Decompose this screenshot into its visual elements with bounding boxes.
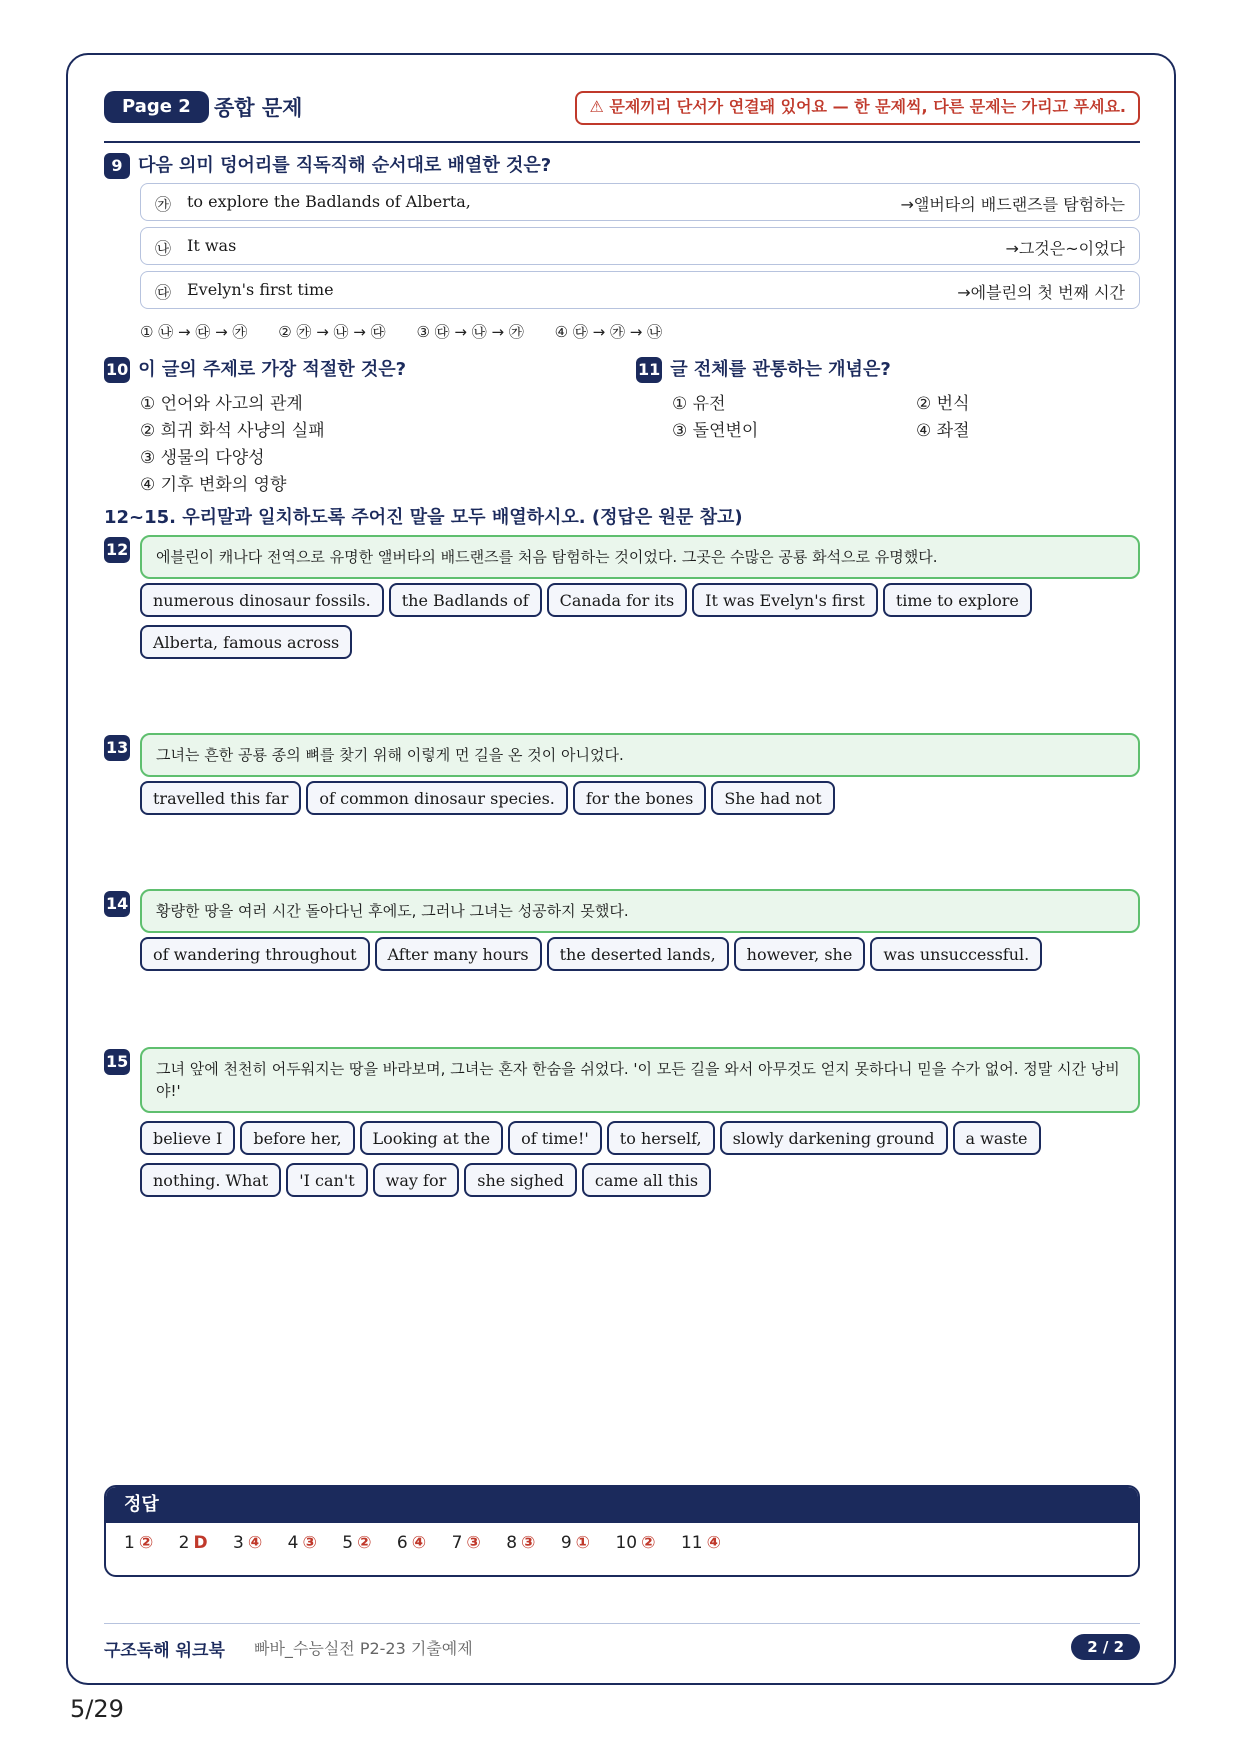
chunk-korean: →에블린의 첫 번째 시간 bbox=[957, 283, 1125, 302]
answer-item: 1 ② bbox=[124, 1533, 154, 1553]
answer-item: 6 ④ bbox=[396, 1533, 427, 1553]
answer-key bbox=[104, 1485, 1140, 1577]
word-tile[interactable]: believe I bbox=[140, 1121, 235, 1155]
question-number: 12 bbox=[104, 537, 130, 563]
word-tile[interactable]: She had not bbox=[711, 781, 834, 815]
warning-badge: ⚠ 문제끼리 단서가 연결돼 있어요 — 한 문제씩, 다른 문제는 가리고 푸세요. bbox=[575, 91, 1140, 125]
option-3[interactable]: ③ ㉰ → ㉯ → ㉮ bbox=[416, 323, 524, 341]
page-footer bbox=[104, 1623, 1140, 1664]
q11-option-3[interactable]: ③ 돌연변이 bbox=[672, 421, 759, 441]
question-12-number bbox=[104, 537, 138, 563]
tiles-14 bbox=[140, 937, 1140, 979]
question-14-number bbox=[104, 891, 138, 917]
q10-option-4[interactable]: ④ 기후 변화의 영향 bbox=[140, 475, 287, 495]
chunk-english: Evelyn's first time bbox=[187, 280, 334, 299]
footer-page-badge: 2 / 2 bbox=[1071, 1634, 1140, 1660]
footer-source: 빠바_수능실전 P2-23 기출예제 bbox=[254, 1639, 473, 1658]
q10-option-2[interactable]: ② 희귀 화석 사냥의 실패 bbox=[140, 421, 325, 441]
answer-item: 7 ③ bbox=[451, 1533, 481, 1553]
question-11 bbox=[636, 355, 891, 383]
question-number: 10 bbox=[104, 357, 130, 383]
footer-brand: 구조독해 워크북 bbox=[104, 1641, 225, 1661]
q11-option-2[interactable]: ② 번식 bbox=[916, 394, 970, 414]
question-9 bbox=[104, 151, 551, 179]
page-title: 종합 문제 bbox=[214, 96, 303, 120]
option-1[interactable]: ① ㉯ → ㉰ → ㉮ bbox=[140, 323, 248, 341]
worksheet-page bbox=[66, 53, 1176, 1685]
question-text: 이 글의 주제로 가장 적절한 것은? bbox=[138, 359, 407, 380]
chunk-ga bbox=[140, 183, 1140, 221]
option-4[interactable]: ④ ㉰ → ㉮ → ㉯ bbox=[554, 323, 663, 341]
word-tile[interactable]: a waste bbox=[953, 1121, 1041, 1155]
word-tile[interactable]: before her, bbox=[240, 1121, 354, 1155]
korean-prompt-15: 그녀 앞에 천천히 어두워지는 땅을 바라보며, 그녀는 혼자 한숨을 쉬었다. '이 모든 길을 와서 아무것도 얻지 못하다니 믿을 수가 없어. 정말 시간 낭비야!' bbox=[140, 1047, 1140, 1113]
question-text: 글 전체를 관통하는 개념은? bbox=[670, 359, 891, 380]
tiles-15 bbox=[140, 1121, 1140, 1205]
page-label: Page 2 bbox=[104, 91, 209, 123]
answer-item: 5 ② bbox=[342, 1533, 372, 1553]
q11-option-1[interactable]: ① 유전 bbox=[672, 394, 726, 414]
answer-list bbox=[106, 1523, 1138, 1563]
question-number: 9 bbox=[104, 153, 130, 179]
answer-item: 3 ④ bbox=[233, 1533, 263, 1553]
chunk-korean: →그것은~이었다 bbox=[1005, 239, 1125, 258]
word-tile[interactable]: of common dinosaur species. bbox=[306, 781, 567, 815]
word-tile[interactable]: the Badlands of bbox=[389, 583, 542, 617]
word-tile[interactable]: of wandering throughout bbox=[140, 937, 370, 971]
word-tile[interactable]: nothing. What bbox=[140, 1163, 281, 1197]
word-tile[interactable]: came all this bbox=[582, 1163, 711, 1197]
word-tile[interactable]: she sighed bbox=[464, 1163, 577, 1197]
word-tile[interactable]: numerous dinosaur fossils. bbox=[140, 583, 384, 617]
section-heading: 12~15. 우리말과 일치하도록 주어진 말을 모두 배열하시오. (정답은 원문 참고) bbox=[104, 507, 743, 528]
word-tile[interactable]: time to explore bbox=[883, 583, 1032, 617]
word-tile[interactable]: was unsuccessful. bbox=[870, 937, 1042, 971]
word-tile[interactable]: for the bones bbox=[573, 781, 706, 815]
answer-key-title: 정답 bbox=[106, 1487, 1138, 1523]
word-tile[interactable]: It was Evelyn's first bbox=[692, 583, 878, 617]
answer-item: 11 ④ bbox=[680, 1533, 721, 1553]
answer-item: 2 D bbox=[178, 1533, 208, 1553]
word-tile[interactable]: the deserted lands, bbox=[547, 937, 729, 971]
word-tile[interactable]: 'I can't bbox=[286, 1163, 367, 1197]
page-header bbox=[104, 91, 1140, 143]
question-number: 11 bbox=[636, 357, 662, 383]
korean-prompt-14: 황량한 땅을 여러 시간 돌아다닌 후에도, 그러나 그녀는 성공하지 못했다. bbox=[140, 889, 1140, 933]
q11-option-4[interactable]: ④ 좌절 bbox=[916, 421, 970, 441]
word-tile[interactable]: Alberta, famous across bbox=[140, 625, 352, 659]
chunk-mark: ㉮ bbox=[155, 195, 172, 214]
question-number: 14 bbox=[104, 891, 130, 917]
tiles-12 bbox=[140, 583, 1140, 667]
chunk-na bbox=[140, 227, 1140, 265]
question-text: 다음 의미 덩어리를 직독직해 순서대로 배열한 것은? bbox=[138, 155, 552, 176]
question-13-number bbox=[104, 735, 138, 761]
chunk-english: to explore the Badlands of Alberta, bbox=[187, 192, 471, 211]
q9-options bbox=[140, 321, 688, 342]
answer-item: 10 ② bbox=[615, 1533, 656, 1553]
word-tile[interactable]: however, she bbox=[734, 937, 866, 971]
q10-option-3[interactable]: ③ 생물의 다양성 bbox=[140, 448, 265, 468]
korean-prompt-12: 에블린이 캐나다 전역으로 유명한 앨버타의 배드랜즈를 처음 탐험하는 것이었다. 그곳은 수많은 공룡 화석으로 유명했다. bbox=[140, 535, 1140, 579]
question-number: 13 bbox=[104, 735, 130, 761]
answer-item: 4 ③ bbox=[287, 1533, 317, 1553]
chunk-english: It was bbox=[187, 236, 237, 255]
question-10 bbox=[104, 355, 406, 383]
question-15-number bbox=[104, 1049, 138, 1075]
answer-item: 8 ③ bbox=[506, 1533, 536, 1553]
word-tile[interactable]: travelled this far bbox=[140, 781, 301, 815]
word-tile[interactable]: way for bbox=[373, 1163, 460, 1197]
word-tile[interactable]: of time!' bbox=[508, 1121, 602, 1155]
tiles-13 bbox=[140, 781, 1140, 823]
word-tile[interactable]: After many hours bbox=[375, 937, 542, 971]
chunk-da bbox=[140, 271, 1140, 309]
chunk-mark: ㉯ bbox=[155, 239, 172, 258]
word-tile[interactable]: Canada for its bbox=[547, 583, 688, 617]
answer-item: 9 ① bbox=[560, 1533, 591, 1553]
word-tile[interactable]: Looking at the bbox=[360, 1121, 504, 1155]
word-tile[interactable]: to herself, bbox=[607, 1121, 715, 1155]
q10-option-1[interactable]: ① 언어와 사고의 관계 bbox=[140, 394, 303, 414]
chunk-mark: ㉰ bbox=[155, 283, 172, 302]
chunk-korean: →앨버타의 배드랜즈를 탐험하는 bbox=[900, 195, 1125, 214]
page-counter: 5/29 bbox=[70, 1695, 124, 1723]
korean-prompt-13: 그녀는 흔한 공룡 종의 뼈를 찾기 위해 이렇게 먼 길을 온 것이 아니었다. bbox=[140, 733, 1140, 777]
option-2[interactable]: ② ㉮ → ㉯ → ㉰ bbox=[278, 323, 386, 341]
word-tile[interactable]: slowly darkening ground bbox=[720, 1121, 948, 1155]
question-number: 15 bbox=[104, 1049, 130, 1075]
